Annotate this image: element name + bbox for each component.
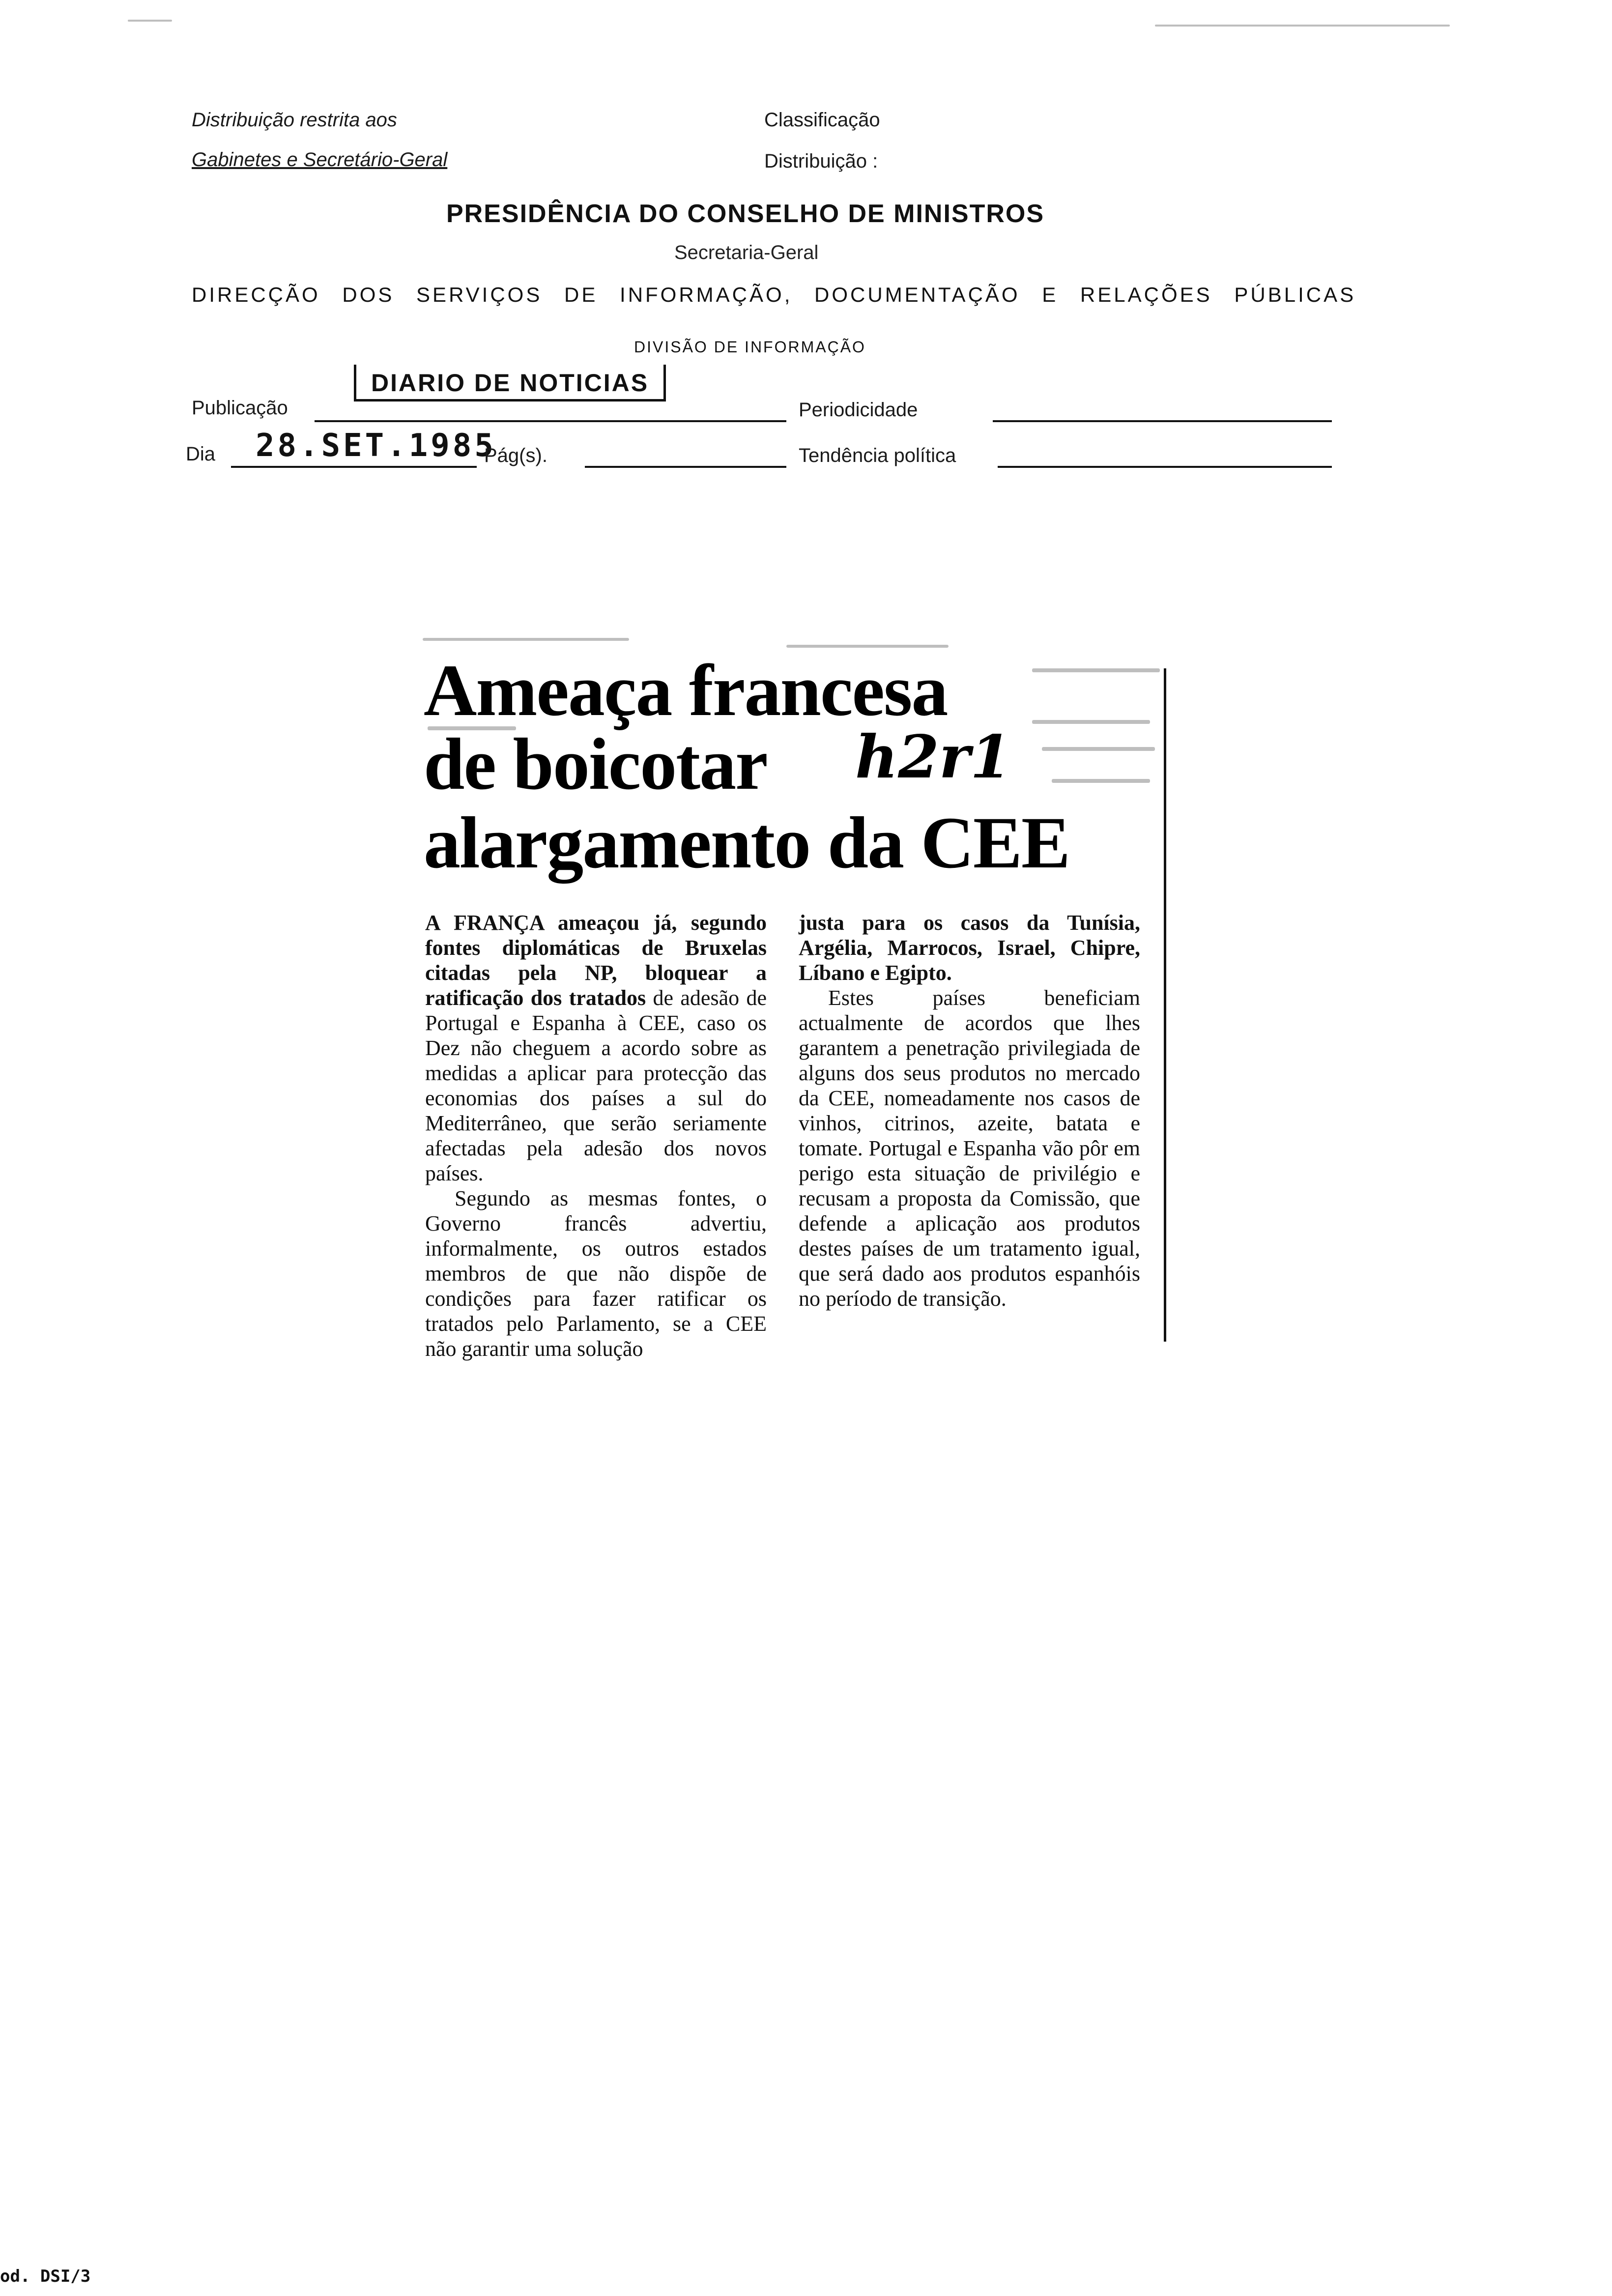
- article-column-1: [425, 910, 767, 1361]
- page-title: PRESIDÊNCIA DO CONSELHO DE MINISTROS: [446, 200, 1045, 228]
- scan-noise: [423, 638, 629, 641]
- tendencia-line: [998, 466, 1332, 468]
- distribution-note-line1: Distribuição restrita aos: [192, 109, 397, 131]
- scan-noise: [128, 20, 172, 22]
- publicacao-line: [315, 420, 786, 422]
- article-paragraph: Estes países beneficiam actualmente de acordos que lhes garantem a penetração privilegiada de alguns dos seus produtos no mercado da CEE, nomeadamente nos casos de vinhos, citrinos, azeite, batata e tomate. Portugal e Espanha vão pôr em perigo esta situação de privilégio e recusam a proposta da Comissão, que defende a aplicação aos produtos destes países de um tratamento igual, que será dado aos produtos espanhóis no período de transição.: [799, 986, 1140, 1311]
- article-column-2: [799, 910, 1140, 1311]
- headline-line1: Ameaça francesa: [424, 650, 948, 731]
- form-code: od. DSI/3: [0, 2267, 91, 2286]
- tendencia-label: Tendência política: [799, 445, 956, 466]
- article-paragraph: justa para os casos da Tunísia, Argélia, Marrocos, Israel, Chipre, Líbano e Egipto.: [799, 911, 1140, 985]
- periodicidade-line: [993, 420, 1332, 422]
- distribution-note-line2: Gabinetes e Secretário-Geral: [192, 149, 448, 171]
- handwritten-annotation: h2r1: [855, 722, 1011, 792]
- page-subtitle: Secretaria-Geral: [674, 242, 819, 263]
- scan-noise: [786, 645, 949, 648]
- headline-line2: de boicotar: [424, 723, 767, 805]
- department-name: DIRECÇÃO DOS SERVIÇOS DE INFORMAÇÃO, DOCUMENTAÇÃO E RELAÇÕES PÚBLICAS: [192, 283, 1356, 306]
- article-text: de adesão de Portugal e Espanha à CEE, caso os Dez não cheguem a acordo sobre as medidas a aplicar para protecção das economias dos países a sul do Mediterrâneo, que serão seriamente afectadas pela adesão dos novos países.: [425, 986, 767, 1185]
- scan-noise: [1032, 720, 1150, 724]
- scan-noise: [1032, 668, 1160, 672]
- article-paragraph: [425, 910, 767, 1186]
- pags-label: Pág(s).: [484, 445, 547, 466]
- publicacao-stamp: DIARIO DE NOTICIAS: [354, 365, 666, 402]
- scan-noise: [1042, 747, 1155, 751]
- scan-noise: [1052, 779, 1150, 783]
- clipping-border: [1164, 668, 1166, 1342]
- scan-noise: [1155, 25, 1450, 27]
- publicacao-label: Publicação: [192, 397, 288, 419]
- classificacao-label: Classificação: [764, 109, 880, 131]
- headline-line3: alargamento da CEE: [424, 802, 1069, 884]
- distribuicao-label: Distribuição :: [764, 150, 878, 172]
- dia-label: Dia: [186, 443, 216, 465]
- date-stamp: 28.SET.1985: [256, 428, 496, 464]
- pags-line: [585, 466, 786, 468]
- article-paragraph: Segundo as mesmas fontes, o Governo francês advertiu, informalmente, os outros estados membros de que não dispõe de condições para fazer ratificar os tratados pelo Parlamento, se a CEE não garantir uma solução: [425, 1186, 767, 1361]
- periodicidade-label: Periodicidade: [799, 399, 918, 421]
- article-lead: A FRANÇA ameaçou já, segundo fontes diplomáticas de Bruxelas citadas pela NP, bloquear a ratificação dos tratados: [425, 911, 767, 1010]
- division-name: DIVISÃO DE INFORMAÇÃO: [634, 338, 866, 356]
- dia-line: [231, 466, 477, 468]
